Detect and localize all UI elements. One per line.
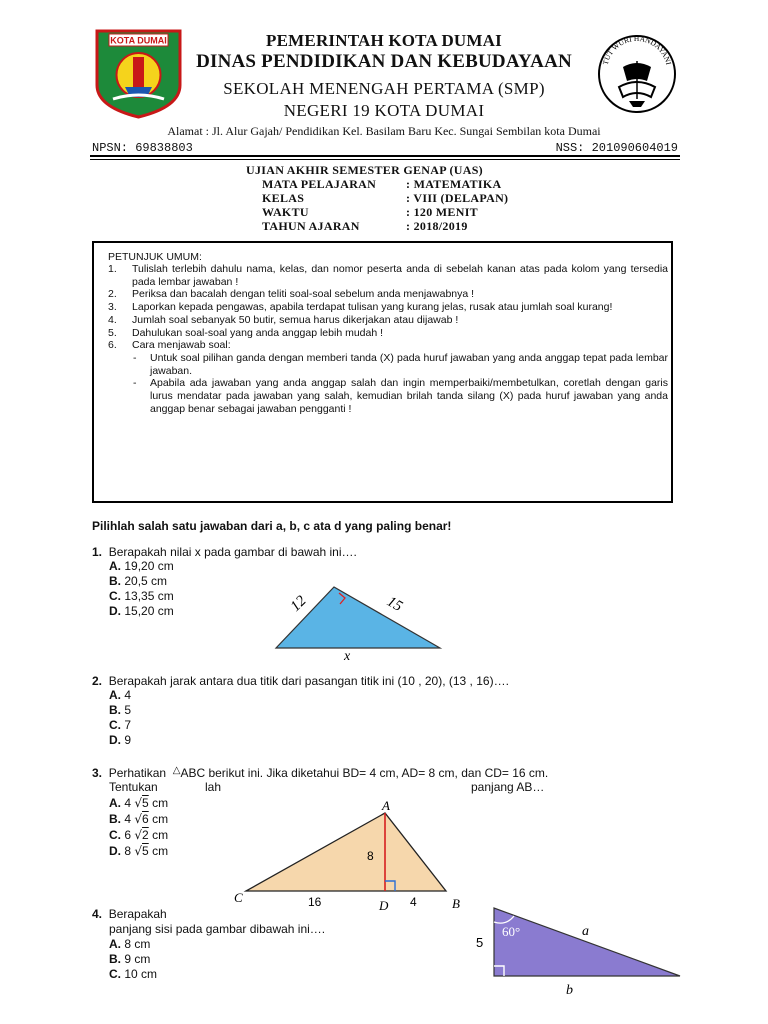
npsn-code: NPSN: 69838803 <box>92 141 193 155</box>
question-text: ABC berikut ini. Jika diketahui BD= 4 cm, AD= 8 cm, dan CD= 16 cm. <box>180 766 549 780</box>
option-text: 13,35 cm <box>124 589 174 603</box>
option-letter: C. <box>109 589 121 603</box>
square-root-icon: √ <box>134 796 143 810</box>
option-letter: C. <box>109 967 121 981</box>
q1-side-right-label: 15 <box>384 593 405 615</box>
q3-vertex-c-label: C <box>234 890 243 905</box>
option-letter: B. <box>109 703 121 717</box>
question-3-option-a[interactable] <box>109 796 168 810</box>
instruction-item <box>108 314 668 327</box>
logo-right-text: TUT WURI HANDAYANI <box>600 33 674 66</box>
question-number: 2. <box>92 674 103 688</box>
info-label: MATA PELAJARAN <box>262 177 377 191</box>
instruction-number: 1. <box>108 263 117 275</box>
instruction-sub-item <box>108 352 668 377</box>
option-text: 8 cm <box>124 937 151 951</box>
q4-hypotenuse-label: a <box>582 924 589 939</box>
q1-side-left-label: 12 <box>287 592 310 615</box>
option-text: 20,5 cm <box>124 574 168 588</box>
option-text: 9 <box>124 733 132 747</box>
instruction-number: 4. <box>108 313 117 326</box>
question-4-triangle-figure <box>470 900 690 1020</box>
instruction-text: Cara menjawab soal: <box>132 339 231 352</box>
instruction-number: 2. <box>108 288 117 301</box>
option-coefficient: 4 <box>124 812 132 826</box>
instruction-text: Jumlah soal sebanyak 50 butir, semua harus dikerjakan atau dijawab ! <box>132 313 459 326</box>
instruction-sub-text: Untuk soal pilihan ganda dengan memberi tanda (X) pada huruf jawaban yang anda anggap tepat pada lembar jawaban. <box>150 351 668 377</box>
nss-code: NSS: 201090604019 <box>555 141 678 155</box>
option-radicand: 5 <box>142 796 149 810</box>
question-4-option-c[interactable] <box>109 967 157 981</box>
instruction-item <box>108 339 668 352</box>
logo-left-text: KOTA DUMAI <box>110 35 167 46</box>
question-4-line-2 <box>109 922 325 936</box>
option-coefficient: 8 <box>124 844 132 858</box>
option-text: 10 cm <box>124 967 158 981</box>
instruction-text: Dahulukan soal-soal yang anda anggap lebih mudah ! <box>132 326 384 339</box>
instruction-text: Tulislah terlebih dahulu nama, kelas, dan nomor peserta anda di sebelah kanan atas pada kolom yang tersedia pada lembar jawaban ! <box>132 263 668 288</box>
question-text: Berapakah jarak antara dua titik dari pasangan titik ini (10 , 20), (13 , 16)…. <box>108 674 509 688</box>
option-text: 9 cm <box>124 952 151 966</box>
question-text: Berapakah <box>108 907 167 921</box>
q1-base-label: x <box>344 649 351 664</box>
info-value: : VIII (DELAPAN) <box>406 191 509 205</box>
q3-triangle <box>246 813 446 891</box>
instruction-item <box>108 263 668 288</box>
q3-vertex-b-label: B <box>452 896 460 911</box>
option-letter: A. <box>109 559 121 573</box>
question-3-option-d[interactable] <box>109 844 168 858</box>
info-value: : 120 MENIT <box>406 205 478 219</box>
option-letter: C. <box>109 718 121 732</box>
question-text: panjang AB… <box>471 780 545 794</box>
school-codes <box>92 141 678 155</box>
question-3-line-2 <box>109 780 565 794</box>
option-letter: D. <box>109 733 121 747</box>
instruction-sub-text: Apabila ada jawaban yang anda anggap salah dan ingin memperbaiki/membetulkan, coretlah dengan garis lurus mendatar pada jawaban yang salah, kemudian brilah tanda silang (X) pada huruf jawaban yang anda anggap benar sebagai jawaban pengganti ! <box>150 377 668 415</box>
question-1-option-a[interactable] <box>109 559 174 573</box>
option-unit: cm <box>152 844 169 858</box>
question-2-option-c[interactable] <box>109 718 131 732</box>
question-4-option-a[interactable] <box>109 937 150 951</box>
question-number: 1. <box>92 545 103 559</box>
q3-db-label: 4 <box>410 895 417 909</box>
info-value: : 2018/2019 <box>406 219 468 233</box>
option-unit: cm <box>152 812 169 826</box>
triangle-symbol-icon: △ <box>172 765 181 776</box>
header-divider-thin <box>90 159 680 160</box>
option-letter: A. <box>109 937 121 951</box>
option-text: 5 <box>124 703 132 717</box>
question-2 <box>92 674 509 688</box>
option-letter: C. <box>109 828 121 842</box>
question-1 <box>92 545 357 559</box>
option-text: 7 <box>124 718 132 732</box>
header-department: DINAS PENDIDIKAN DAN KEBUDAYAAN <box>196 51 572 72</box>
instruction-text: Periksa dan bacalah dengan teliti soal-soal sebelum anda menjawabnya ! <box>132 288 475 301</box>
question-3-option-c[interactable] <box>109 828 168 842</box>
instruction-dash: - <box>133 351 137 364</box>
instruction-number: 6. <box>108 339 117 352</box>
instructions-box <box>92 241 673 503</box>
option-unit: cm <box>152 796 169 810</box>
q4-angle-label: 60° <box>502 924 521 939</box>
q3-vertex-a-label: A <box>382 798 390 813</box>
square-root-icon: √ <box>134 844 143 858</box>
question-3 <box>92 766 676 780</box>
question-number: 4. <box>92 907 103 921</box>
instruction-item <box>108 327 668 340</box>
instructions-title: PETUNJUK UMUM: <box>108 251 202 263</box>
option-letter: B. <box>109 574 121 588</box>
question-1-triangle-figure <box>268 580 448 662</box>
question-3-triangle-figure <box>232 798 472 914</box>
question-2-option-b[interactable] <box>109 703 131 717</box>
option-text: 19,20 cm <box>124 559 174 573</box>
option-radicand: 5 <box>142 844 149 858</box>
option-letter: B. <box>109 952 121 966</box>
header-government: PEMERINTAH KOTA DUMAI <box>266 31 502 50</box>
info-value: : MATEMATIKA <box>406 177 502 191</box>
question-4 <box>92 907 167 921</box>
q4-height-label: 5 <box>476 935 484 950</box>
instruction-sub-item <box>108 377 668 415</box>
option-letter: A. <box>109 688 121 702</box>
square-root-icon: √ <box>134 828 143 842</box>
question-2-option-d[interactable] <box>109 733 131 747</box>
question-number: 3. <box>92 766 103 780</box>
instruction-item <box>108 288 668 301</box>
q4-triangle <box>494 908 680 976</box>
option-letter: B. <box>109 812 121 826</box>
option-letter: D. <box>109 604 121 618</box>
option-radicand: 6 <box>142 812 149 826</box>
option-letter: A. <box>109 796 121 810</box>
question-1-option-d[interactable] <box>109 604 174 618</box>
school-address: Alamat : Jl. Alur Gajah/ Pendidikan Kel. Basilam Baru Kec. Sungai Sembilan kota Dumai <box>167 124 601 138</box>
question-text: lah <box>205 780 222 794</box>
q3-vertex-d-label: D <box>379 898 389 913</box>
question-4-option-b[interactable] <box>109 952 150 966</box>
info-label: WAKTU <box>262 205 309 219</box>
question-2-option-a[interactable] <box>109 688 131 702</box>
option-coefficient: 6 <box>124 828 132 842</box>
q4-base-label: b <box>566 983 573 998</box>
square-root-icon: √ <box>134 812 143 826</box>
q3-cd-label: 16 <box>308 895 322 909</box>
instructions-list <box>108 263 668 415</box>
question-3-option-b[interactable] <box>109 812 168 826</box>
option-radicand: 2 <box>142 828 149 842</box>
question-text: panjang sisi pada gambar dibawah ini…. <box>109 922 326 936</box>
option-text: 15,20 cm <box>124 604 174 618</box>
option-unit: cm <box>152 828 169 842</box>
q3-ad-label: 8 <box>367 849 374 863</box>
instruction-item <box>108 301 668 314</box>
instruction-number: 3. <box>108 301 117 314</box>
instruction-dash: - <box>133 377 137 390</box>
question-text: Berapakah nilai x pada gambar di bawah ini…. <box>108 545 357 559</box>
instruction-number: 5. <box>108 326 117 339</box>
header-school-type: SEKOLAH MENENGAH PERTAMA (SMP) <box>223 79 545 98</box>
instruction-text: Laporkan kepada pengawas, apabila terdapat tulisan yang kurang jelas, rusak atau jumlah soal kurang! <box>132 301 613 314</box>
header-school-name: NEGERI 19 KOTA DUMAI <box>283 101 485 120</box>
question-1-option-c[interactable] <box>109 589 174 603</box>
exam-title: UJIAN AKHIR SEMESTER GENAP (UAS) <box>246 163 483 177</box>
info-label: KELAS <box>262 191 305 205</box>
header-divider-thick <box>90 155 680 157</box>
info-label: TAHUN AJARAN <box>262 219 360 233</box>
question-1-option-b[interactable] <box>109 574 167 588</box>
option-letter: D. <box>109 844 121 858</box>
question-text: Tentukan <box>109 780 158 794</box>
directive-text: Pilihlah salah satu jawaban dari a, b, c ata d yang paling benar! <box>92 519 452 533</box>
question-text: Perhatikan <box>108 766 167 780</box>
option-text: 4 <box>124 688 132 702</box>
option-coefficient: 4 <box>124 796 132 810</box>
